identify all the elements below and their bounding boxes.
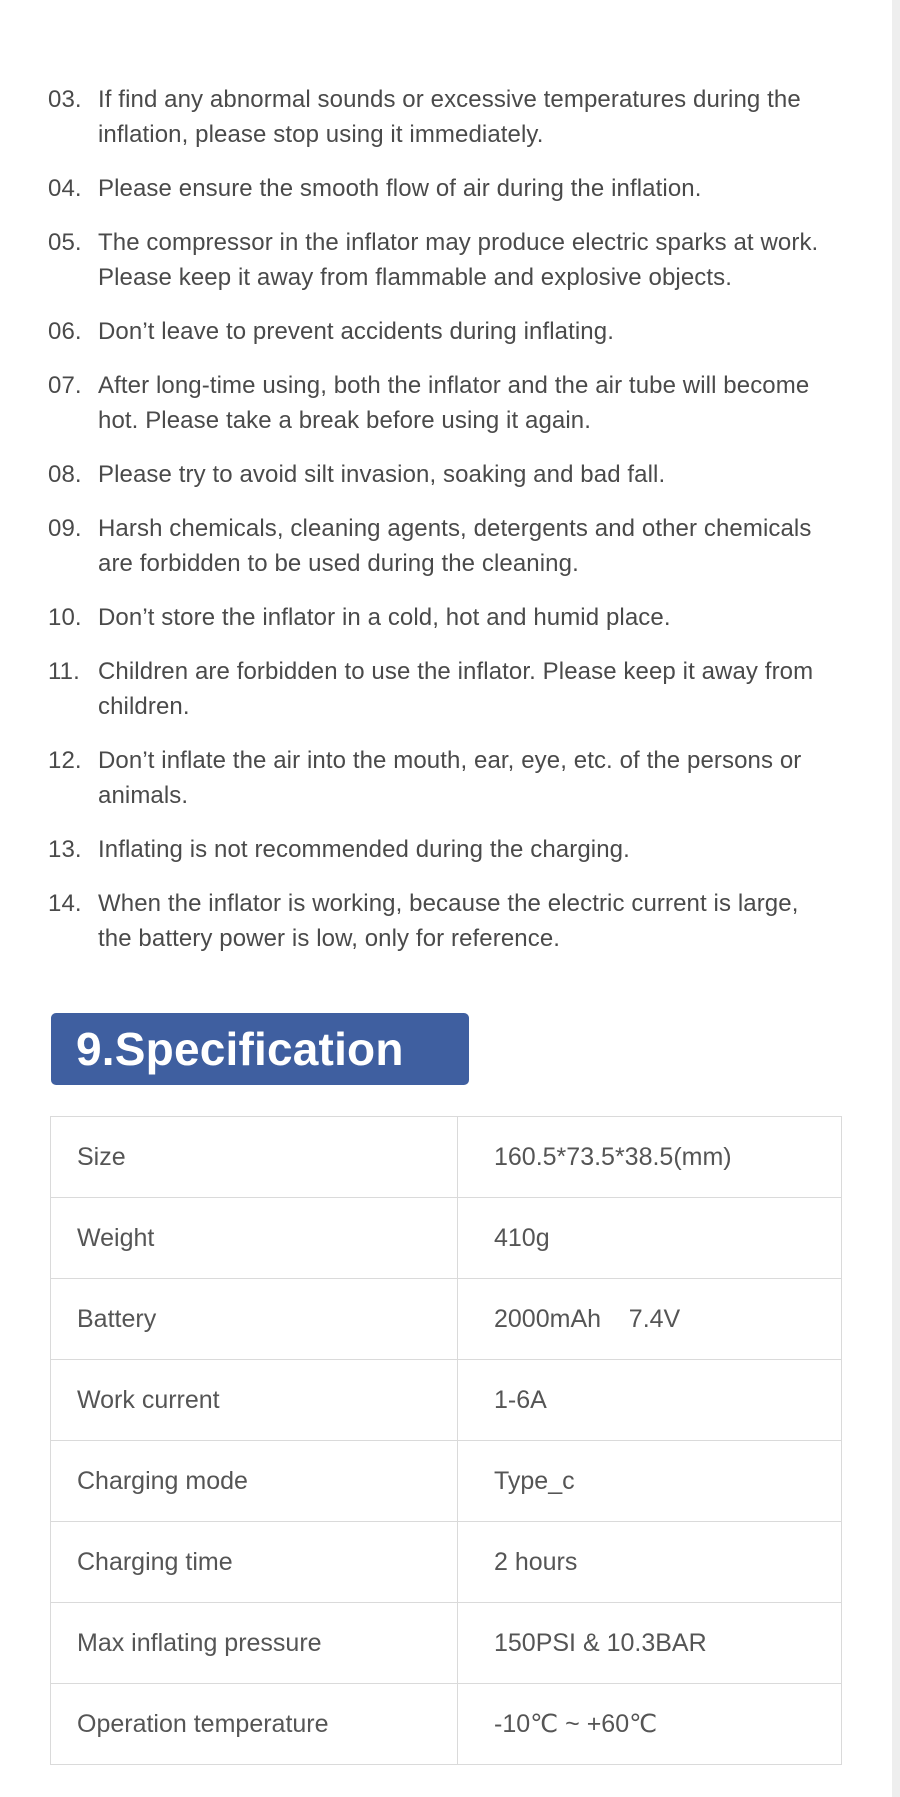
- note-text: Please ensure the smooth flow of air during the inflation.: [98, 175, 702, 202]
- table-row: [51, 1441, 842, 1522]
- note-text: Please try to avoid silt invasion, soaking and bad fall.: [98, 461, 666, 488]
- specification-table: [50, 1116, 842, 1765]
- note-number: 09.: [48, 515, 82, 542]
- spec-value: 1-6A: [458, 1360, 842, 1441]
- spec-label: Max inflating pressure: [51, 1603, 458, 1684]
- note-number: 05.: [48, 229, 82, 256]
- safety-notes-list: [48, 82, 848, 975]
- spec-value: 160.5*73.5*38.5(mm): [458, 1117, 842, 1198]
- note-text: When the inflator is working, because the electric current is large, the battery power is low, only for reference.: [98, 890, 799, 952]
- page-edge-divider: [892, 0, 900, 1797]
- spec-value: Type_c: [458, 1441, 842, 1522]
- note-item: [48, 832, 848, 867]
- note-item: [48, 886, 848, 956]
- table-row: [51, 1198, 842, 1279]
- note-text: Don’t store the inflator in a cold, hot and humid place.: [98, 604, 671, 631]
- spec-label: Weight: [51, 1198, 458, 1279]
- note-item: [48, 600, 848, 635]
- table-row: [51, 1684, 842, 1765]
- note-text: Don’t leave to prevent accidents during inflating.: [98, 318, 614, 345]
- note-item: [48, 654, 848, 724]
- section-title-badge: 9.Specification: [51, 1013, 469, 1085]
- note-number: 04.: [48, 175, 82, 202]
- note-number: 14.: [48, 890, 82, 917]
- note-text: If find any abnormal sounds or excessive temperatures during the inflation, please stop using it immediately.: [98, 86, 801, 148]
- spec-value: 150PSI & 10.3BAR: [458, 1603, 842, 1684]
- note-item: [48, 225, 848, 295]
- note-text: The compressor in the inflator may produce electric sparks at work. Please keep it away from flammable and explosive objects.: [98, 229, 819, 291]
- note-item: [48, 511, 848, 581]
- note-text: After long-time using, both the inflator and the air tube will become hot. Please take a break before using it again.: [98, 372, 810, 434]
- note-text: Inflating is not recommended during the charging.: [98, 836, 630, 863]
- note-number: 10.: [48, 604, 82, 631]
- spec-value: 2 hours: [458, 1522, 842, 1603]
- spec-label: Size: [51, 1117, 458, 1198]
- note-item: [48, 171, 848, 206]
- table-row: [51, 1603, 842, 1684]
- note-text: Children are forbidden to use the inflator. Please keep it away from children.: [98, 658, 814, 720]
- table-row: [51, 1360, 842, 1441]
- spec-value: -10℃ ~ +60℃: [458, 1684, 842, 1765]
- spec-label: Operation temperature: [51, 1684, 458, 1765]
- spec-label: Work current: [51, 1360, 458, 1441]
- spec-label: Battery: [51, 1279, 458, 1360]
- note-item: [48, 368, 848, 438]
- spec-value: 410g: [458, 1198, 842, 1279]
- note-number: 06.: [48, 318, 82, 345]
- note-item: [48, 82, 848, 152]
- table-row: [51, 1117, 842, 1198]
- table-row: [51, 1522, 842, 1603]
- table-row: [51, 1279, 842, 1360]
- spec-label: Charging mode: [51, 1441, 458, 1522]
- note-number: 13.: [48, 836, 82, 863]
- note-item: [48, 743, 848, 813]
- note-number: 03.: [48, 86, 82, 113]
- note-number: 08.: [48, 461, 82, 488]
- spec-label: Charging time: [51, 1522, 458, 1603]
- note-number: 12.: [48, 747, 82, 774]
- note-text: Harsh chemicals, cleaning agents, detergents and other chemicals are forbidden to be used during the cleaning.: [98, 515, 812, 577]
- spec-value: 2000mAh 7.4V: [458, 1279, 842, 1360]
- note-number: 07.: [48, 372, 82, 399]
- note-number: 11.: [48, 658, 80, 685]
- note-item: [48, 314, 848, 349]
- note-text: Don’t inflate the air into the mouth, ear, eye, etc. of the persons or animals.: [98, 747, 802, 809]
- note-item: [48, 457, 848, 492]
